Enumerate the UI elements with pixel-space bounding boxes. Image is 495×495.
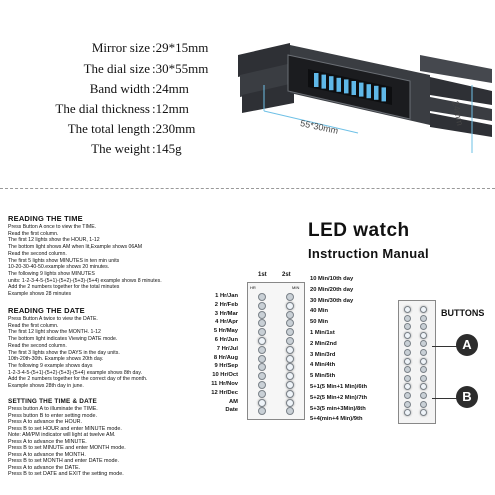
spec-label: Band width	[89, 81, 150, 96]
side-led-dot	[404, 358, 411, 365]
led-dot	[286, 390, 294, 398]
led-bar	[344, 79, 349, 93]
right-row-label: 5+4(min+4 Min)/9th	[310, 416, 363, 423]
led-dot	[286, 381, 294, 389]
left-row-label: 3 Hr/Mar	[214, 310, 238, 317]
manual-subtitle: Instruction Manual	[308, 246, 429, 261]
side-led-dot	[420, 349, 427, 356]
side-led-dot	[420, 315, 427, 322]
right-row-label: 5+2(5 Min+2 Min)/7th	[310, 394, 368, 401]
spec-value: :29*15mm	[152, 40, 209, 55]
manual-line: The first 5 lights show MINUTES in ten min units	[8, 257, 120, 264]
led-dot	[258, 390, 266, 398]
button-a[interactable]: A	[456, 334, 478, 356]
manual-line: 10th-20th-30th. Example shows 20th day.	[8, 356, 104, 363]
manual-line: The first 12 lights show the HOUR, 1-12	[8, 237, 100, 244]
left-row-label: 9 Hr/Sep	[214, 363, 238, 370]
right-row-label: 10 Min/10th day	[310, 276, 354, 282]
led-dot	[286, 311, 294, 319]
column-1-label: 1st	[258, 272, 267, 278]
section-divider	[0, 188, 495, 189]
side-led-dot	[420, 401, 427, 408]
right-row-label: 5+1(5 Min+1 Min)/6th	[310, 384, 368, 390]
spec-value: :12mm	[152, 101, 189, 116]
led-bar	[337, 78, 342, 92]
led-bar	[314, 73, 319, 87]
right-row-label: 40 Min	[310, 308, 329, 315]
manual-line: Press B to set DATE and EXIT the setting mode.	[8, 471, 124, 477]
spec-value: :230mm	[152, 121, 196, 136]
manual-line: Press A to advance the MINUTE.	[8, 438, 87, 445]
column-2-label: 2st	[282, 272, 291, 278]
reading-date-text	[8, 316, 147, 390]
manual-line: 1-2-3-4-5-(5+1)-(5+2)-(5+3)-(5+4) example shows 8th day.	[8, 369, 142, 376]
right-row-label: 30 Min/30th day	[310, 297, 354, 304]
buttons-label: BUTTONS	[441, 308, 485, 318]
hr-tag: HR	[250, 285, 256, 290]
led-dot	[258, 355, 266, 363]
left-row-label: 2 Hr/Feb	[214, 301, 238, 308]
left-row-label: 5 Hr/May	[213, 328, 238, 335]
manual-line: The bottom light indicates Viewing DATE mode.	[8, 336, 118, 343]
left-row-label: 6 Hr/Jun	[214, 337, 238, 343]
led-bar	[352, 81, 357, 95]
manual-line: Press B to set MINUTE and enter MONTH mode.	[8, 445, 126, 451]
led-bar	[322, 75, 327, 89]
led-dot	[286, 346, 294, 354]
reading-time-heading: READING THE TIME	[8, 214, 83, 223]
right-row-label: 5 Min/5th	[310, 373, 336, 380]
spec-label: The dial size	[83, 61, 150, 76]
manual-line: Press Button A twice to view the DATE.	[8, 316, 98, 322]
led-dot	[286, 293, 294, 301]
spec-label: The weight	[91, 141, 150, 156]
watch-band-image	[230, 25, 495, 155]
led-dot	[286, 355, 294, 363]
manual-line: Press A to advance the HOUR.	[8, 419, 83, 425]
led-dot	[258, 381, 266, 389]
led-bar	[367, 84, 372, 98]
width-dimension-label: 55*30mm	[299, 118, 340, 136]
button-b[interactable]: B	[456, 386, 478, 408]
led-dot	[258, 311, 266, 319]
side-led-dot	[420, 375, 427, 382]
led-dot	[258, 399, 266, 407]
right-row-label: 50 Min	[310, 319, 329, 326]
manual-line: Example shows 28 minutes	[8, 291, 72, 298]
spec-value: :145g	[152, 141, 182, 156]
side-led-dot	[420, 306, 427, 313]
setting-heading: SETTING THE TIME & DATE	[8, 398, 97, 405]
side-led-dot	[404, 332, 411, 339]
spec-label: The total length	[67, 121, 150, 136]
side-led-dot	[404, 306, 411, 313]
manual-line: Read the first column.	[8, 230, 59, 237]
left-row-label: 12 Hr/Dec	[211, 389, 238, 396]
led-diagram-frame	[247, 282, 305, 420]
left-row-label: 8 Hr/Aug	[213, 354, 238, 361]
manual-line: Press Button A once to view the TIME.	[8, 224, 97, 230]
manual-line: Press button B to enter setting mode.	[8, 412, 97, 419]
right-row-label: 5+3(5 min+3Min)/8th	[310, 405, 366, 412]
manual-title: LED watch	[308, 220, 410, 241]
side-led-dot	[404, 401, 411, 408]
manual-line: Press B to set HOUR and enter MINUTE mode.	[8, 425, 122, 432]
spec-label: Mirror size	[91, 40, 150, 55]
manual-line: Add the 2 numbers together for the total minutes	[8, 284, 120, 291]
manual-line: units: 1-2-3-4-5-(5+1)-(5+2)-(5+3)-(5+4) example shows 8 minutes.	[8, 277, 162, 284]
left-row-label: 7 Hr/Jul	[216, 345, 238, 352]
led-bar	[329, 76, 334, 90]
led-dot	[286, 337, 294, 345]
right-row-label: 20 Min/20th day	[310, 286, 354, 293]
reading-time-text	[8, 224, 162, 298]
led-dot	[286, 302, 294, 310]
left-row-label: 10 Hr/Oct	[212, 372, 238, 379]
left-row-label: 4 Hr/Apr	[215, 319, 238, 326]
manual-line: The first 3 lights show the DAYS in the day units.	[8, 349, 120, 356]
right-row-label: 2 Min/2nd	[310, 340, 337, 347]
right-row-label: 4 Min/4th	[310, 362, 336, 369]
manual-line: Press A to advance the DATE.	[8, 464, 81, 471]
side-led-dot	[404, 349, 411, 356]
manual-line: 10-20-30-40-50.example shows 20 minutes.	[8, 264, 110, 271]
side-led-dot	[404, 392, 411, 399]
right-row-label: 1 Min/1st	[310, 330, 335, 336]
spec-value: :30*55mm	[152, 61, 209, 76]
manual-line: Read the second column.	[8, 250, 67, 257]
spec-label: The dial thickness	[55, 101, 150, 116]
led-dot	[286, 399, 294, 407]
manual-line: The following 9 example shows days	[8, 362, 93, 369]
right-row-label: 3 Min/3rd	[310, 351, 336, 358]
led-dot	[258, 302, 266, 310]
led-bar	[359, 83, 364, 97]
manual-line: Example shows 28th day in june.	[8, 383, 84, 390]
side-led-dot	[420, 358, 427, 365]
spec-value: :24mm	[152, 81, 189, 96]
left-row-label: Date	[225, 407, 238, 414]
led-dot	[258, 337, 266, 345]
side-led-dot	[404, 315, 411, 322]
manual-line: Press A to advance the MONTH.	[8, 451, 86, 458]
min-tag: MIN	[292, 285, 300, 290]
manual-line: The first 12 light show the MONTH. 1-12	[8, 329, 101, 336]
height-dimension-label: 24mm	[450, 100, 466, 127]
manual-line: Add the 2 numbers together for the correct day of the month.	[8, 376, 148, 383]
reading-date-heading: READING THE DATE	[8, 306, 85, 315]
manual-line: Note: AM/PM indicator will light at twelve AM.	[8, 432, 116, 438]
button-b-line	[432, 398, 458, 399]
led-dot	[258, 293, 266, 301]
led-bar	[374, 86, 379, 100]
led-dot	[258, 346, 266, 354]
manual-line: Read the second column.	[8, 342, 67, 349]
manual-line: Press B to set MONTH and enter DATE mode.	[8, 458, 120, 464]
manual-line: The bottom light shows AM when lit,Example shows 06AM	[8, 244, 143, 251]
side-led-dot	[404, 375, 411, 382]
button-a-line	[432, 346, 458, 347]
setting-text	[8, 406, 126, 478]
led-bar	[382, 87, 387, 101]
manual-line: The following 9 lights show MINUTES	[8, 270, 95, 277]
manual-line: Read the first column.	[8, 322, 59, 329]
left-row-label: 11 Hr/Nov	[211, 381, 238, 387]
side-led-dot	[420, 392, 427, 399]
manual-line: Press button A to illuminate the TIME.	[8, 406, 98, 412]
left-row-label: AM	[228, 398, 238, 405]
left-row-label: 1 Hr/Jan	[215, 293, 238, 299]
side-led-dot	[420, 332, 427, 339]
